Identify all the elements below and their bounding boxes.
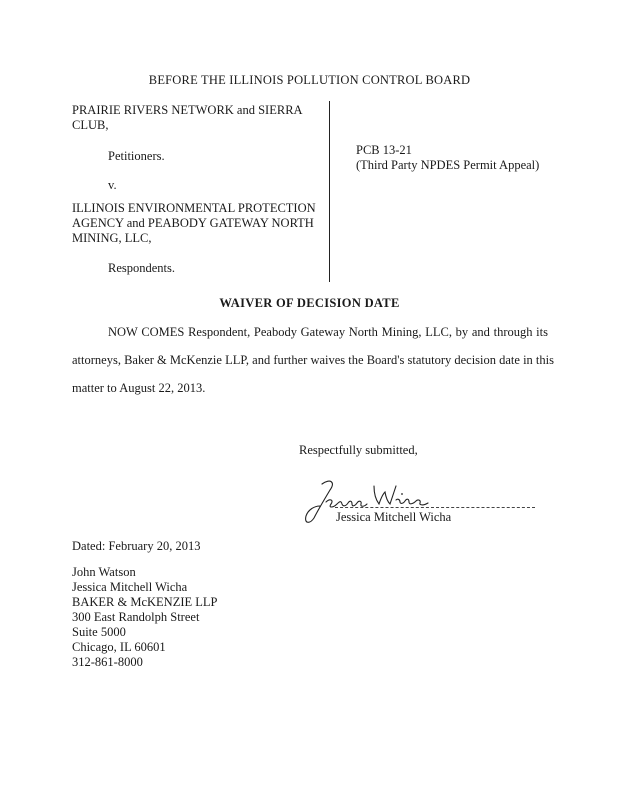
respondents-line-3: MINING, LLC,: [72, 231, 152, 245]
contact-name-2: Jessica Mitchell Wicha: [72, 580, 188, 594]
signature-line: [335, 507, 535, 508]
body-line-2: attorneys, Baker & McKenzie LLP, and further waives the Board's statutory decision date in this: [72, 353, 554, 367]
respondents-line-2: AGENCY and PEABODY GATEWAY NORTH: [72, 216, 314, 230]
contact-suite: Suite 5000: [72, 625, 126, 639]
body-line-1: NOW COMES Respondent, Peabody Gateway North Mining, LLC, by and through its: [108, 325, 548, 339]
versus-label: v.: [108, 178, 117, 192]
petitioners-line-2: CLUB,: [72, 118, 109, 132]
document-title: WAIVER OF DECISION DATE: [219, 296, 400, 310]
dated-line: Dated: February 20, 2013: [72, 539, 201, 553]
petitioners-line-1: PRAIRIE RIVERS NETWORK and SIERRA: [72, 103, 303, 117]
contact-firm: BAKER & McKENZIE LLP: [72, 595, 218, 609]
contact-street: 300 East Randolph Street: [72, 610, 200, 624]
contact-phone: 312-861-8000: [72, 655, 143, 669]
body-line-3: matter to August 22, 2013.: [72, 381, 206, 395]
court-heading: BEFORE THE ILLINOIS POLLUTION CONTROL BOARD: [148, 73, 471, 87]
case-type: (Third Party NPDES Permit Appeal): [356, 158, 540, 172]
closing-respectfully: Respectfully submitted,: [299, 443, 418, 457]
respondents-line-1: ILLINOIS ENVIRONMENTAL PROTECTION: [72, 201, 316, 215]
signer-name: Jessica Mitchell Wicha: [336, 510, 452, 524]
petitioners-label: Petitioners.: [108, 149, 165, 163]
respondents-label: Respondents.: [108, 261, 176, 275]
case-number: PCB 13-21: [356, 143, 412, 157]
contact-name-1: John Watson: [72, 565, 136, 579]
caption-divider: [329, 101, 330, 282]
contact-city: Chicago, IL 60601: [72, 640, 166, 654]
